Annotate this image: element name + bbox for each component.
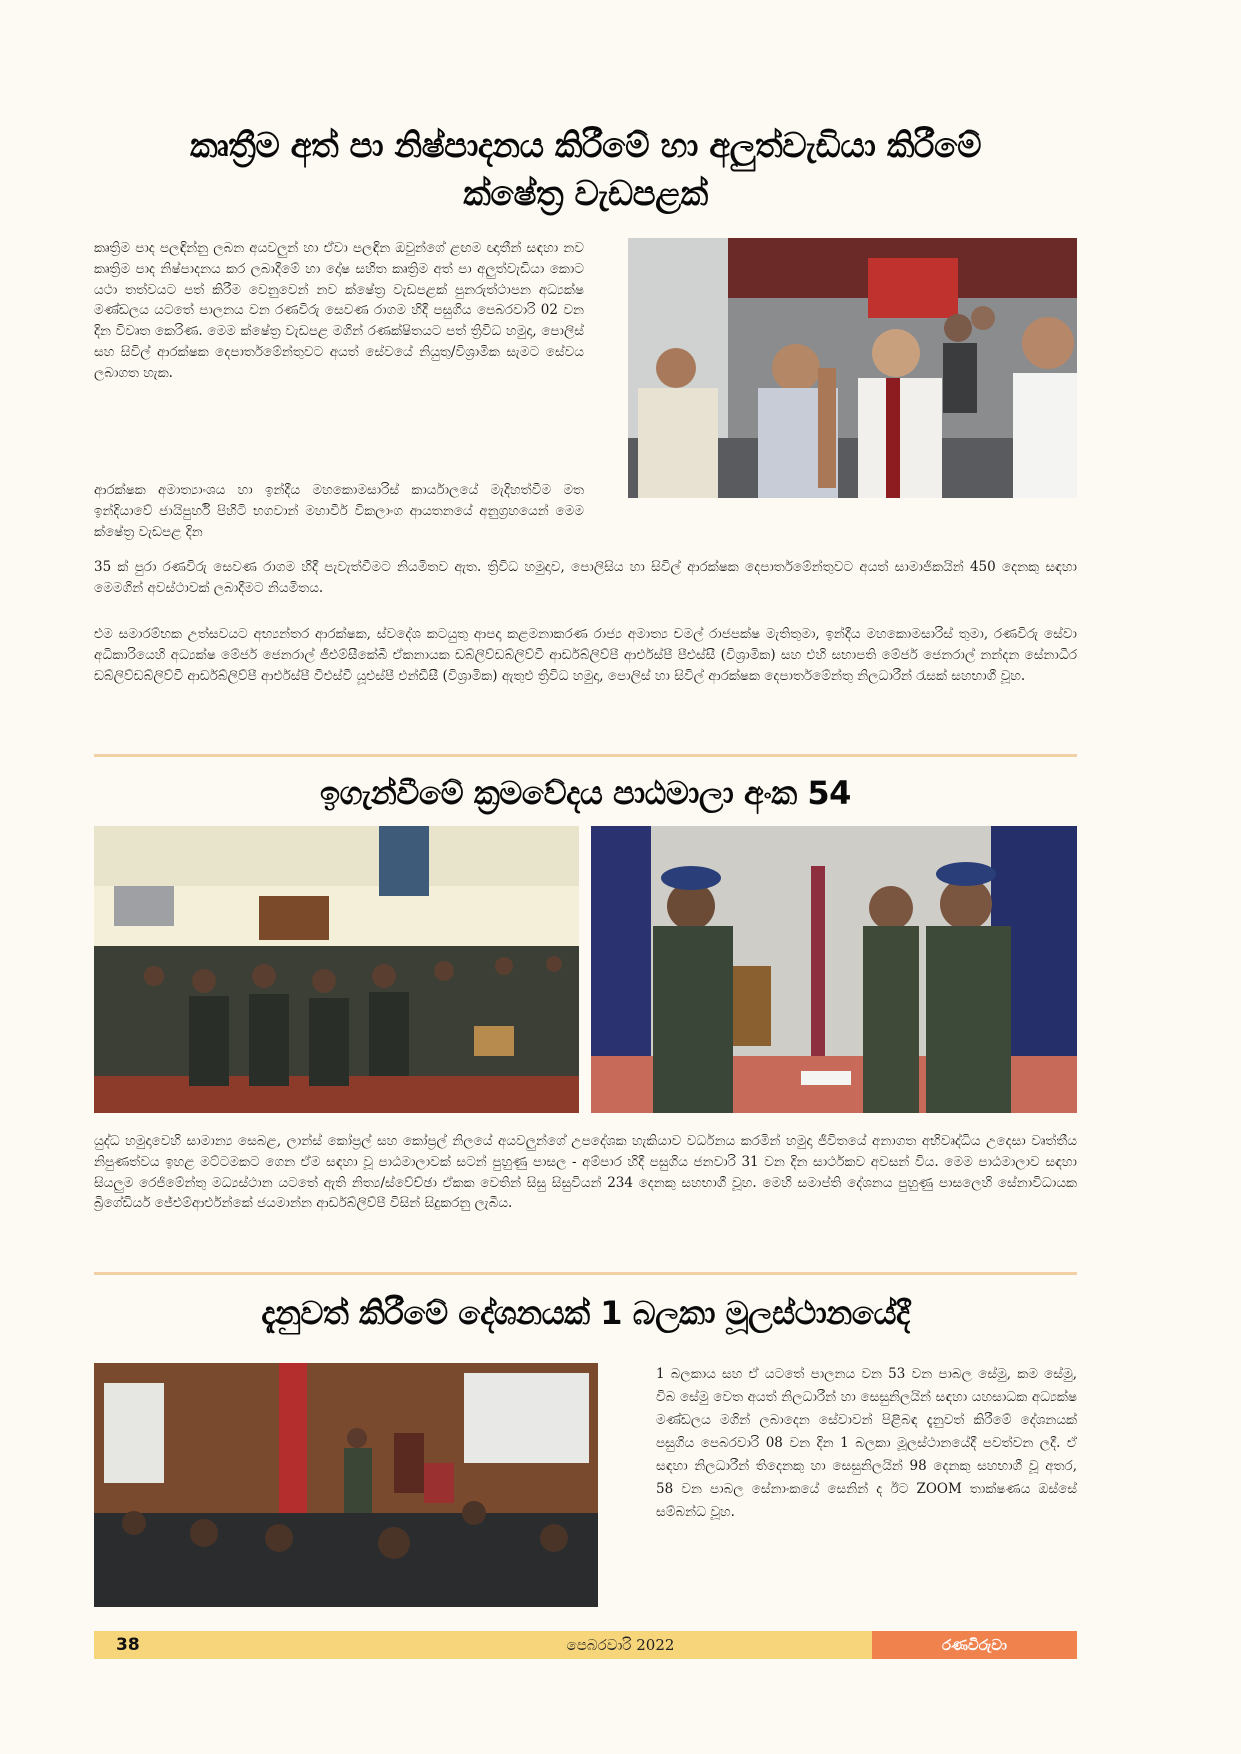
section-divider-1 [94, 754, 1077, 757]
article3-headline: දැනුවත් කිරීමේ දේශනයක් 1 බලකා මූලස්ථානයේදී [261, 1294, 910, 1332]
photo-certificate-presentation [591, 826, 1077, 1113]
article1-paragraph-1: කෘත්‍රිම පාද පලඳින්නු ලබන අයවලුන් හා ඒවා පලඳින ඔවුන්ගේ ළඟම ඥාතීන් සඳහා නව කෘත්‍රිම පාද නිෂ්පාදනය කර ලබාදීමේ හා දෝෂ සහිත කෘත්‍රිම අත් පා අලුත්වැඩියා කොට යථා තත්වයට පත් කිරීම වෙනුවෙන් නව ක්ෂේත්‍ර වැඩපළක් පුනරුත්ථාපන අධ්‍යක්ෂ මණ්ඩලය යටතේ පාලනය වන රණවිරු සෙවණ රාගම හිදී පසුගිය පෙබරවාරි 02 වන දින විවෘත කෙරිණ. මෙම ක්ෂේත්‍ර වැඩපළ මගින් රණක්ෂිතයට පත් ත්‍රිවිධ හමුදා, පොලිස් සහ සිවිල් ආරක්ෂක දෙපාර්තමේන්තුවට අයත් සේවයේ නියුතු/විශ්‍රාමික සැමට සේවය ලබාගත හැක. [94, 240, 584, 381]
article3-paragraph: 1 බලකාය සහ ඒ යටතේ පාලනය වන 53 වන පාබල සේමු, කම සේමු, විබ සේමු වෙත අයත් නිලධාරීන් හා සෙසුනිලයින් සඳහා යහසාධක අධ්‍යක්ෂ මණ්ඩලය මගින් ලබාදෙන සේවාවන් පිළිබඳ දැනුවත් කිරීමේ දේශනයක් පසුගිය පෙබරවාරි 08 වන දින 1 බලකා මූලස්ථානයේදී පවත්වන ලදී. ඒ සඳහා නිලධාරීන් තිදෙනකු හා සෙසුනිලයින් 98 දෙනකු සහභාගී වූ අතර, 58 වන පාබල සේනාංකයේ සෙනින් ද ඊට ZOOM තාක්ෂණය ඔස්සේ සම්බන්ධ වූහ. [656, 1366, 1077, 1520]
article2-headline: ඉගැන්වීමේ ක්‍රමවේදය පාඨමාලා අංක 54 [320, 774, 851, 812]
photo-lecture-graphic [94, 1363, 598, 1607]
photo-prosthetics-opening [628, 238, 1077, 498]
photo-course-audience [94, 826, 579, 1113]
photo-course-audience-graphic [94, 826, 579, 1113]
photo-awareness-lecture [94, 1363, 598, 1607]
photo-prosthetics-graphic [628, 238, 1077, 498]
article1-headline [94, 122, 1077, 218]
magazine-name: රණවිරුවා [872, 1631, 1077, 1659]
section-divider-2 [94, 1272, 1077, 1275]
article2-paragraph: යුද්ධ හමුදාවෙහි සාමාන්‍ය සෙබළ, ලාන්ස් කෝප්‍රල් සහ කෝප්‍රල් නිලයේ අයවලුන්ගේ උපදේශක හැකියාව වර්ධනය කරමින් හමුදා ජීවිතයේ අනාගත අභිවෘද්ධිය උදෙසා වෘත්තීය නිපුණත්වය ඉහළ මට්ටමකට ගෙන ඒම සඳහා වූ පාඨමාලාවක් සටන් පුහුණු පාසල - අම්පාර හිදී පසුගිය ජනවාරි 31 වන දින සාර්ථකව අවසන් විය. මෙම පාඨමාලාව සඳහා සියලුම රෙජිමේන්තු මධ්‍යස්ථාන යටතේ ඇති නිත්‍ය/ස්වේච්ඡා ඒකක වෙතින් සිසු සිසුවියන් 234 දෙනකු සහභාගී වූහ. මෙහි සමාප්ති දේශනය පුහුණු පාසලෙහි සේනාවිධායක බ්‍රිගේඩියර් ජේඑම්ආර්එන්කේ ජයමාන්න ආර්ඩබ්ලිව්පී විසින් සිදුකරනු ලැබීය. [94, 1133, 1077, 1212]
article1-paragraph-2-top: ආරක්ෂක අමාත්‍යාංශය හා ඉන්දීය මහකොමසාරිස් කාර්යාලයේ මැදිහත්වීම මත ඉන්දියාවේ ජායිපුර්හි පිහිටි භගවාන් මහාවීර් විකලාංග ආයතනයේ අනුග්‍රහයෙන් මෙම ක්ෂේත්‍ර වැඩපළ දින [94, 482, 584, 540]
article1-title-line1: කෘත්‍රීම අත් පා නිෂ්පාදනය කිරීමේ හා අලුත්වැඩියා කිරීමේ [189, 126, 982, 166]
issue-date: පෙබරවාරි 2022 [566, 1636, 675, 1654]
article1-title-line2: ක්ෂේත්‍ර වැඩපළක් [463, 174, 708, 214]
article1-paragraph-3: එම සමාරම්භක උත්සවයට අභ්‍යන්තර ආරක්ෂක, ස්වදේශ කටයුතු ආපදා කළමනාකරණ රාජ්‍ය අමාත්‍ය චමල් රාජපක්ෂ මැතිතුමා, ඉන්දීය මහකොමසාරිස් තුමා, රණවිරු සේවා අධිකාරියෙහි අධ්‍යක්ෂ මේජර් ජෙනරාල් ජීඑම්සීකේබී ඒකනායක ඩබ්ලිව්ඩබ්ලිව්වී ආර්ඩබ්ලිව්පී ආර්එස්පී පීඑස්සී (විශ්‍රාමික) සහ එහි සභාපති මේජර් ජෙනරාල් නන්දන සේනාධීර ඩබ්ලිව්ඩබ්ලිව්වී ආර්ඩබ්ලිව්පී ආර්එස්පී වීඑස්වී යූඑස්පී එන්ඩීසී (විශ්‍රාමික) ඇතුළු ත්‍රිවිධ හමුදා, පොලිස් හා සිවිල් ආරක්ෂක දෙපාර්තමේන්තු නිලධාරීන් රැසක් සහභාගී වූහ. [94, 626, 1077, 684]
photo-certificate-graphic [591, 826, 1077, 1113]
article1-paragraph-2-bottom: 35 ක් පුරා රණවිරු සෙවණ රාගම හිදී පැවැත්වීමට නියමිතව ඇත. ත්‍රිවිධ හමුදාව, පොලිසිය හා සිවිල් ආරක්ෂක දෙපාර්තමේන්තුවට අයත් සාමාජිකයින් 450 දෙනකු සඳහා මෙමගින් අවස්ථාවක් ලබාදීමට නියමිතය. [94, 559, 1077, 596]
page-number: 38 [116, 1635, 140, 1655]
